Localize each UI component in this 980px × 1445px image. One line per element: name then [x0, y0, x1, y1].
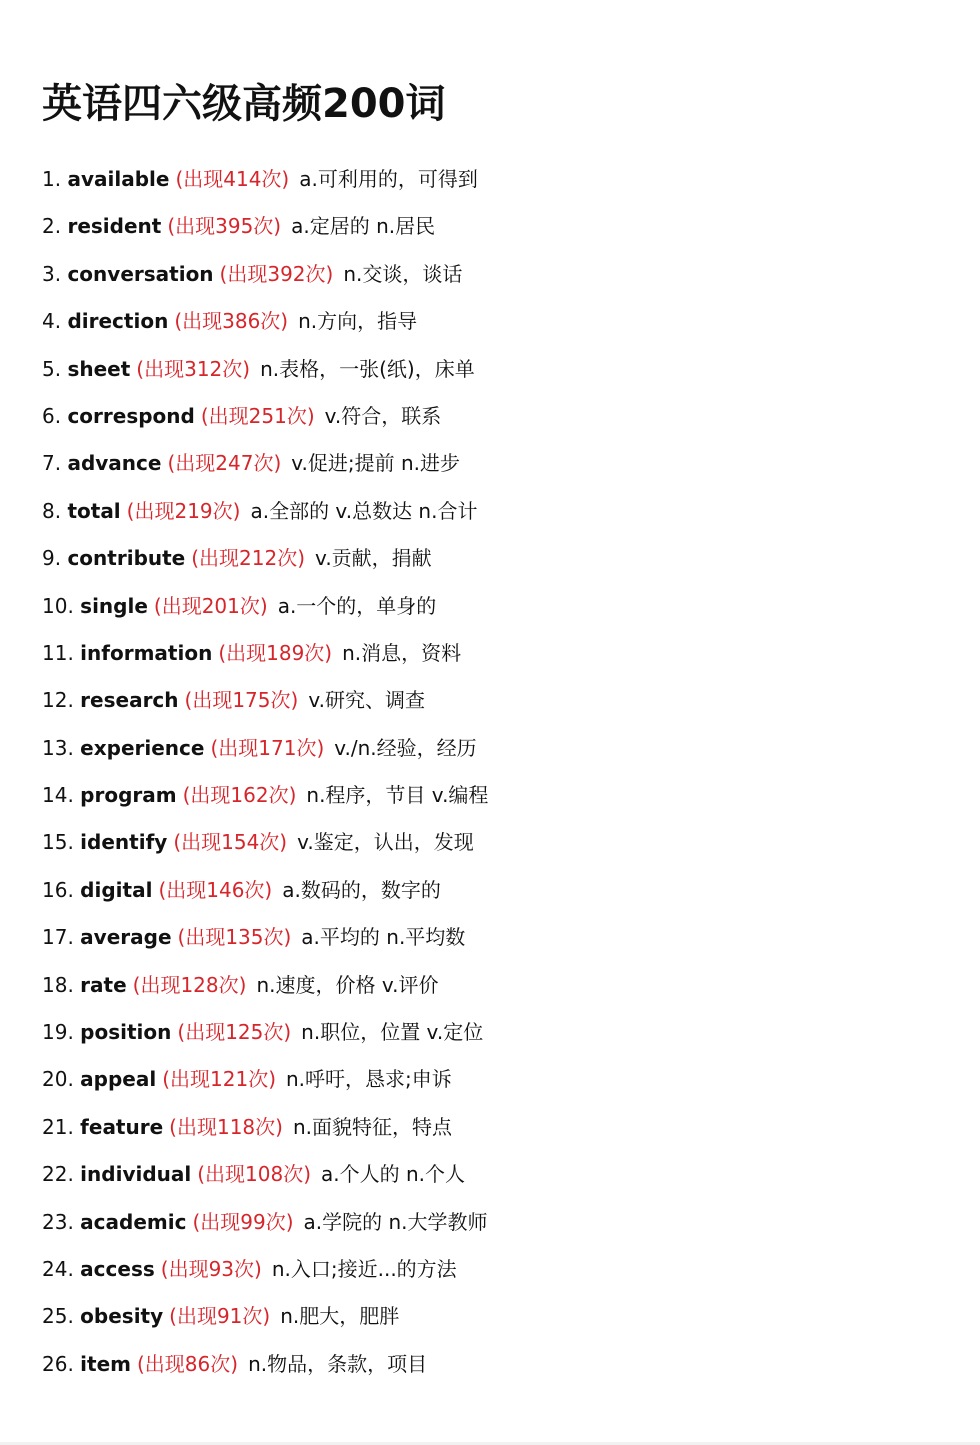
entry-number: 17. [42, 925, 74, 950]
entry-meaning: a.定居的 n.居民 [291, 214, 436, 239]
list-item [42, 583, 488, 630]
entry-frequency: (出现162次) [182, 783, 297, 808]
entry-word: sheet [67, 356, 131, 381]
entry-number: 8. [42, 498, 62, 523]
entry-meaning: n.消息，资料 [342, 640, 462, 665]
list-item [42, 962, 488, 1009]
entry-word: item [80, 1351, 131, 1376]
entry-word: information [80, 640, 213, 665]
entry-meaning: v.研究、调查 [308, 688, 425, 713]
list-item [42, 251, 488, 298]
list-item [42, 772, 488, 819]
entry-meaning: n.速度，价格 v.评价 [256, 972, 439, 997]
entry-word: position [80, 1020, 172, 1045]
entry-meaning: n.程序，节目 v.编程 [306, 783, 489, 808]
entry-meaning: n.呼吁，恳求;申诉 [286, 1067, 452, 1092]
list-item [42, 1151, 488, 1198]
entry-frequency: (出现154次) [173, 830, 288, 855]
list-item [42, 914, 488, 961]
list-item [42, 346, 488, 393]
entry-meaning: n.肥大，肥胖 [280, 1304, 400, 1329]
list-item [42, 630, 488, 677]
entry-frequency: (出现128次) [132, 972, 247, 997]
entry-number: 6. [42, 403, 62, 428]
entry-frequency: (出现118次) [169, 1114, 283, 1139]
entry-frequency: (出现121次) [162, 1067, 276, 1092]
entry-frequency: (出现201次) [153, 593, 268, 618]
list-item [42, 1104, 488, 1151]
entry-meaning: n.面貌特征，特点 [292, 1114, 452, 1139]
entry-frequency: (出现125次) [177, 1020, 292, 1045]
entry-word: direction [67, 309, 169, 334]
entry-meaning: v.符合，联系 [324, 403, 442, 428]
entry-frequency: (出现395次) [167, 214, 282, 239]
entry-word: available [67, 167, 170, 191]
entry-number: 25. [42, 1304, 74, 1329]
entry-number: 15. [42, 830, 74, 855]
list-item [42, 677, 488, 724]
entry-word: experience [80, 735, 205, 760]
page-title: 英语四六级高频200词 [42, 81, 446, 127]
entry-number: 3. [42, 261, 62, 286]
entry-word: academic [80, 1209, 187, 1234]
entry-frequency: (出现251次) [200, 403, 315, 428]
entry-word: identify [80, 830, 168, 855]
entry-word: total [67, 498, 121, 523]
entry-meaning: a.平均的 n.平均数 [301, 925, 466, 950]
list-item [42, 1199, 488, 1246]
entry-number: 21. [42, 1114, 74, 1139]
entry-frequency: (出现135次) [177, 925, 292, 950]
entry-frequency: (出现414次) [175, 167, 290, 191]
entry-frequency: (出现108次) [197, 1162, 312, 1187]
entry-number: 22. [42, 1162, 74, 1187]
entry-meaning: n.物品，条款，项目 [248, 1351, 428, 1376]
list-item [42, 535, 488, 582]
entry-number: 7. [42, 451, 62, 476]
list-item [42, 1009, 488, 1056]
list-item [42, 725, 488, 772]
entry-number: 18. [42, 972, 74, 997]
list-item [42, 1293, 488, 1340]
list-item [42, 1056, 488, 1103]
entry-word: single [80, 593, 148, 618]
entry-number: 4. [42, 309, 62, 334]
entry-number: 2. [42, 214, 62, 239]
list-item [42, 298, 488, 345]
entry-meaning: n.职位，位置 v.定位 [301, 1020, 484, 1045]
word-list [42, 156, 488, 1388]
entry-meaning: a.全部的 v.总数达 n.合计 [250, 498, 478, 523]
entry-word: rate [80, 972, 127, 997]
entry-number: 10. [42, 593, 74, 618]
entry-number: 12. [42, 688, 74, 713]
entry-word: feature [80, 1114, 164, 1139]
entry-number: 11. [42, 640, 74, 665]
entry-number: 16. [42, 877, 74, 902]
entry-meaning: a.可利用的，可得到 [299, 167, 478, 191]
entry-frequency: (出现175次) [184, 688, 299, 713]
entry-word: access [80, 1256, 155, 1281]
entry-frequency: (出现189次) [218, 640, 333, 665]
entry-meaning: n.入口;接近...的方法 [271, 1256, 457, 1281]
entry-number: 5. [42, 356, 62, 381]
entry-number: 9. [42, 546, 62, 571]
entry-meaning: n.表格，一张(纸)，床单 [260, 356, 475, 381]
entry-word: individual [80, 1162, 192, 1187]
list-item [42, 1341, 488, 1388]
entry-meaning: a.数码的，数字的 [282, 877, 441, 902]
entry-frequency: (出现312次) [136, 356, 251, 381]
entry-number: 13. [42, 735, 74, 760]
entry-word: digital [80, 877, 153, 902]
entry-number: 19. [42, 1020, 74, 1045]
entry-frequency: (出现386次) [174, 309, 289, 334]
entry-frequency: (出现91次) [169, 1304, 271, 1329]
entry-frequency: (出现392次) [219, 261, 334, 286]
list-item [42, 1246, 488, 1293]
entry-meaning: v.贡献，捐献 [315, 546, 432, 571]
entry-number: 1. [42, 167, 62, 191]
entry-number: 23. [42, 1209, 74, 1234]
entry-frequency: (出现99次) [192, 1209, 294, 1234]
entry-word: obesity [80, 1304, 164, 1329]
entry-meaning: v.鉴定，认出，发现 [297, 830, 474, 855]
entry-word: resident [67, 214, 162, 239]
entry-number: 24. [42, 1256, 74, 1281]
list-item [42, 488, 488, 535]
entry-frequency: (出现219次) [126, 498, 241, 523]
entry-meaning: n.交谈，谈话 [343, 261, 463, 286]
entry-meaning: n.方向，指导 [298, 309, 418, 334]
list-item [42, 203, 488, 250]
list-item [42, 393, 488, 440]
entry-number: 14. [42, 783, 74, 808]
entry-frequency: (出现212次) [191, 546, 306, 571]
entry-word: average [80, 925, 172, 950]
entry-frequency: (出现171次) [210, 735, 325, 760]
entry-frequency: (出现93次) [160, 1256, 262, 1281]
entry-word: appeal [80, 1067, 157, 1092]
entry-word: conversation [67, 261, 214, 286]
entry-meaning: a.个人的 n.个人 [321, 1162, 466, 1187]
entry-meaning: v./n.经验，经历 [334, 735, 477, 760]
entry-word: contribute [67, 546, 186, 571]
entry-meaning: a.一个的，单身的 [277, 593, 437, 618]
entry-meaning: v.促进;提前 n.进步 [291, 451, 461, 476]
entry-frequency: (出现247次) [167, 451, 282, 476]
list-item [42, 867, 488, 914]
entry-meaning: a.学院的 n.大学教师 [303, 1209, 488, 1234]
entry-number: 20. [42, 1067, 74, 1092]
entry-word: advance [67, 451, 162, 476]
entry-word: research [80, 688, 179, 713]
entry-word: program [80, 783, 177, 808]
list-item [42, 819, 488, 866]
entry-frequency: (出现86次) [137, 1351, 239, 1376]
entry-frequency: (出现146次) [158, 877, 273, 902]
list-item [42, 440, 488, 487]
entry-number: 26. [42, 1351, 74, 1376]
list-item [42, 156, 488, 203]
entry-word: correspond [67, 403, 195, 428]
